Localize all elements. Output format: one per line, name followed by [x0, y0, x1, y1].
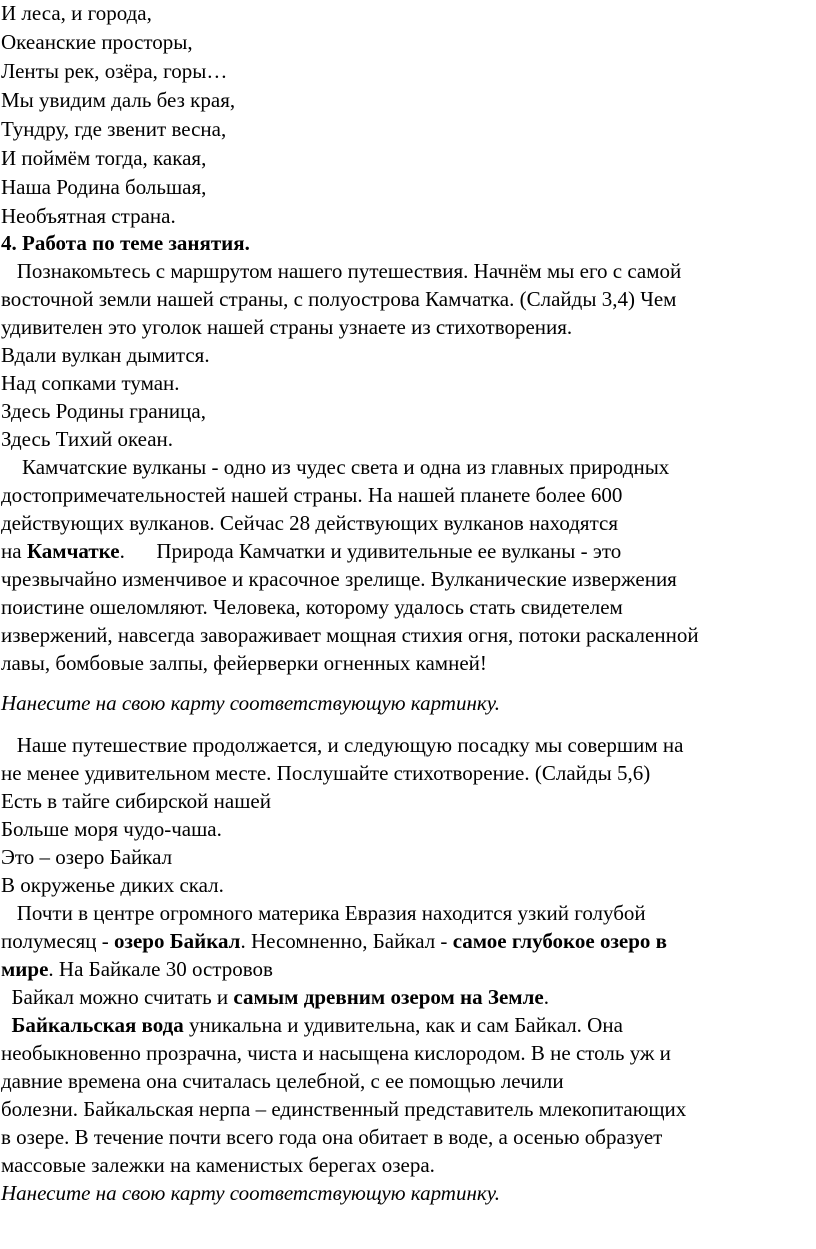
text-run: на — [1, 539, 27, 563]
poem-line: Это – озеро Байкал — [1, 845, 173, 869]
text-run: . Несомненно, Байкал - — [240, 929, 453, 953]
poem-line: В окруженье диких скал. — [1, 873, 224, 897]
poem-line: Океанские просторы, — [1, 30, 193, 54]
paragraph-line: поистине ошеломляют. Человека, которому удалось стать свидетелем — [1, 595, 623, 619]
paragraph-line: массовые залежки на каменистых берегах озера. — [1, 1153, 435, 1177]
paragraph-line: Познакомьтесь с маршрутом нашего путешествия. Начнём мы его с самой — [1, 259, 682, 283]
paragraph-line: чрезвычайно изменчивое и красочное зрелище. Вулканические извержения — [1, 567, 677, 591]
poem-line: Над сопками туман. — [1, 371, 180, 395]
section-heading: 4. Работа по теме занятия. — [1, 231, 250, 255]
paragraph-line: извержений, навсегда завораживает мощная стихия огня, потоки раскаленной — [1, 623, 699, 647]
paragraph-line — [1, 956, 273, 983]
paragraph-line: в озере. В течение почти всего года она обитает в воде, а осенью образует — [1, 1125, 663, 1149]
poem-line: Ленты рек, озёра, горы… — [1, 59, 228, 83]
task-instruction: Нанесите на свою карту соответствующую картинку. — [1, 691, 500, 715]
paragraph-line: лавы, бомбовые залпы, фейерверки огненных камней! — [1, 651, 487, 675]
text-run: . — [543, 985, 549, 1009]
poem-line: Тундру, где звенит весна, — [1, 117, 227, 141]
paragraph-line: Наше путешествие продолжается, и следующую посадку мы совершим на — [1, 733, 684, 757]
paragraph-line: не менее удивительном месте. Послушайте стихотворение. (Слайды 5,6) — [1, 761, 651, 785]
bold-term: самое глубокое озеро в — [452, 929, 667, 953]
bold-term: самым древним озером на Земле — [233, 985, 544, 1009]
paragraph-line: восточной земли нашей страны, с полуострова Камчатка. (Слайды 3,4) Чем — [1, 287, 677, 311]
text-run: уникальна и удивительна, как и сам Байкал. Она — [183, 1013, 623, 1037]
poem-line: И поймём тогда, какая, — [1, 146, 207, 170]
poem-line: Здесь Родины граница, — [1, 399, 206, 423]
poem-line: Есть в тайге сибирской нашей — [1, 789, 271, 813]
paragraph-line: необыкновенно прозрачна, чиста и насыщена кислородом. В не столь уж и — [1, 1041, 671, 1065]
text-run — [1, 1013, 12, 1037]
paragraph-line: удивителен это уголок нашей страны узнаете из стихотворения. — [1, 315, 573, 339]
text-run: полумесяц - — [1, 929, 115, 953]
paragraph-line: действующих вулканов. Сейчас 28 действующих вулканов находятся — [1, 511, 618, 535]
paragraph-line: достопримечательностей нашей страны. На нашей планете более 600 — [1, 483, 623, 507]
paragraph-line — [1, 1012, 623, 1039]
task-instruction: Нанесите на свою карту соответствующую картинку. — [1, 1181, 500, 1205]
poem-line: И леса, и города, — [1, 1, 152, 25]
paragraph-line — [1, 928, 667, 955]
bold-term: Байкальская вода — [11, 1013, 184, 1037]
text-run: . На Байкале 30 островов — [48, 957, 273, 981]
paragraph-line — [1, 538, 621, 565]
poem-line: Здесь Тихий океан. — [1, 427, 174, 451]
paragraph-line: Почти в центре огромного материка Евразия находится узкий голубой — [1, 901, 646, 925]
poem-line: Больше моря чудо-чаша. — [1, 817, 222, 841]
poem-line: Необъятная страна. — [1, 204, 176, 228]
poem-line: Вдали вулкан дымится. — [1, 343, 210, 367]
bold-term: озеро Байкал — [114, 929, 241, 953]
text-run: . Природа Камчатки и удивительные ее вулканы - это — [119, 539, 622, 563]
paragraph-line: Камчатские вулканы - одно из чудес света и одна из главных природных — [1, 455, 670, 479]
paragraph-line: давние времена она считалась целебной, с ее помощью лечили — [1, 1069, 564, 1093]
poem-line: Наша Родина большая, — [1, 175, 207, 199]
bold-term: Камчатке — [26, 539, 120, 563]
paragraph-line — [1, 984, 549, 1011]
paragraph-line: болезни. Байкальская нерпа – единственный представитель млекопитающих — [1, 1097, 687, 1121]
bold-term: мире — [1, 957, 49, 981]
text-run: Байкал можно считать и — [1, 985, 234, 1009]
poem-line: Мы увидим даль без края, — [1, 88, 236, 112]
